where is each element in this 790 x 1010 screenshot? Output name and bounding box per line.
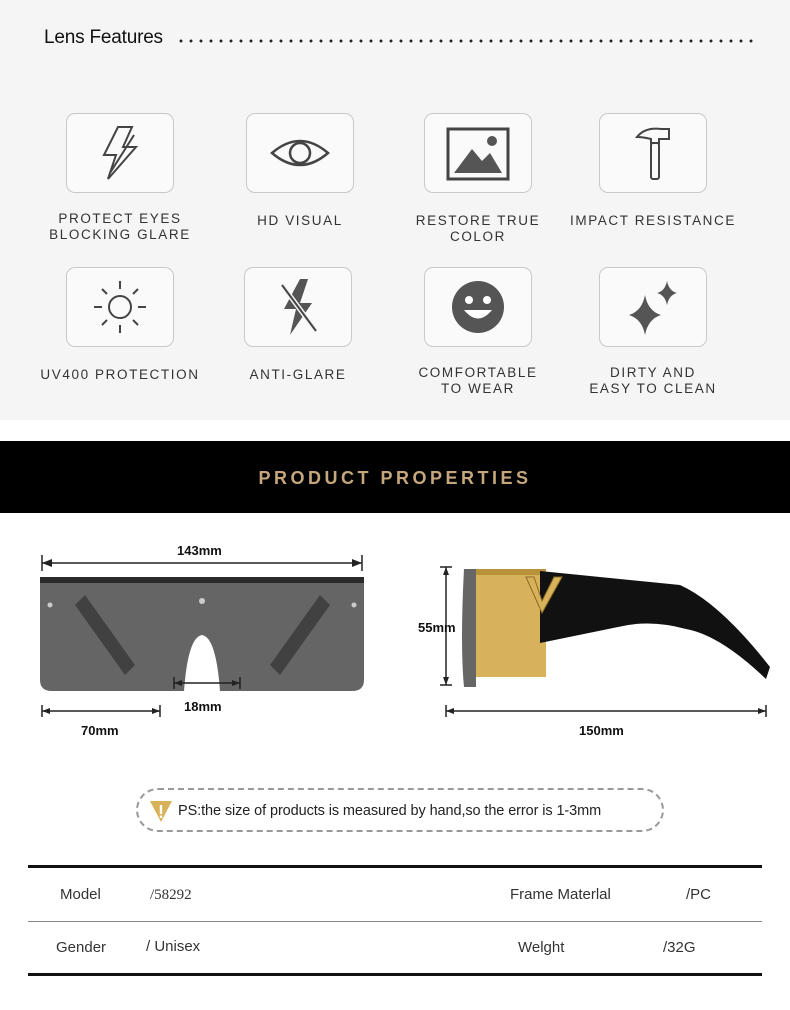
- feature-easy-to-clean: [563, 267, 743, 397]
- table-row-divider: [28, 921, 762, 922]
- model-label: Model: [60, 886, 101, 903]
- sparkle-icon: [599, 267, 707, 347]
- feature-restore-true-color: [388, 113, 568, 245]
- crossed-lightning-icon: [244, 267, 352, 347]
- temple-length-label: 150mm: [579, 723, 624, 738]
- lens-features-title: Lens Features: [44, 27, 163, 48]
- dotted-divider: [176, 39, 754, 43]
- model-value: /58292: [150, 887, 192, 903]
- feature-label-line: BLOCKING GLARE: [49, 227, 191, 242]
- frame-material-value: /PC: [686, 886, 712, 903]
- feature-impact-resistance: [563, 113, 743, 229]
- landscape-photo-icon: [424, 113, 532, 193]
- sun-icon: [66, 267, 174, 347]
- feature-label-line: TO WEAR: [441, 381, 515, 396]
- feature-label-line: HD VISUAL: [257, 213, 343, 228]
- gender-label: Gender: [56, 939, 107, 956]
- gender-value: / Unisex: [146, 938, 201, 955]
- feature-label-line: RESTORE TRUE COLOR: [415, 213, 541, 244]
- lightning-icon: [66, 113, 174, 193]
- table-top-border: [28, 865, 762, 868]
- hammer-icon: [599, 113, 707, 193]
- weight-value: /32G: [663, 939, 696, 956]
- feature-label-line: DIRTY AND: [610, 365, 696, 380]
- frame-material-label: Frame Materlal: [510, 886, 611, 903]
- feature-label-line: PROTECT EYES: [58, 211, 182, 226]
- side-view-diagram: [430, 555, 775, 725]
- feature-protect-eyes: [30, 113, 210, 243]
- total-width-label: 143mm: [177, 543, 222, 558]
- lens-height-label: 55mm: [418, 620, 456, 635]
- feature-comfortable-to-wear: [388, 267, 568, 397]
- table-bottom-border: [28, 973, 762, 976]
- feature-anti-glare: [208, 267, 388, 383]
- feature-hd-visual: [210, 113, 390, 229]
- feature-label-line: UV400 PROTECTION: [40, 367, 200, 382]
- banner-title: PRODUCT PROPERTIES: [258, 468, 532, 488]
- front-view-diagram: [30, 545, 380, 745]
- weight-label: Welght: [518, 939, 565, 956]
- feature-label-line: IMPACT RESISTANCE: [570, 213, 736, 228]
- feature-label-line: ANTI-GLARE: [249, 367, 347, 382]
- smiley-icon: [424, 267, 532, 347]
- eye-icon: [246, 113, 354, 193]
- feature-label-line: EASY TO CLEAN: [589, 381, 717, 396]
- lens-width-label: 70mm: [81, 723, 119, 738]
- measurement-note: [136, 788, 664, 832]
- warning-icon: [148, 798, 174, 824]
- bridge-width-label: 18mm: [184, 699, 222, 714]
- product-properties-banner: [0, 441, 790, 513]
- feature-uv400-protection: [30, 267, 210, 383]
- feature-label-line: COMFORTABLE: [418, 365, 538, 380]
- note-text: PS:the size of products is measured by hand,so the error is 1-3mm: [178, 803, 602, 819]
- lens-features-section: [0, 0, 790, 420]
